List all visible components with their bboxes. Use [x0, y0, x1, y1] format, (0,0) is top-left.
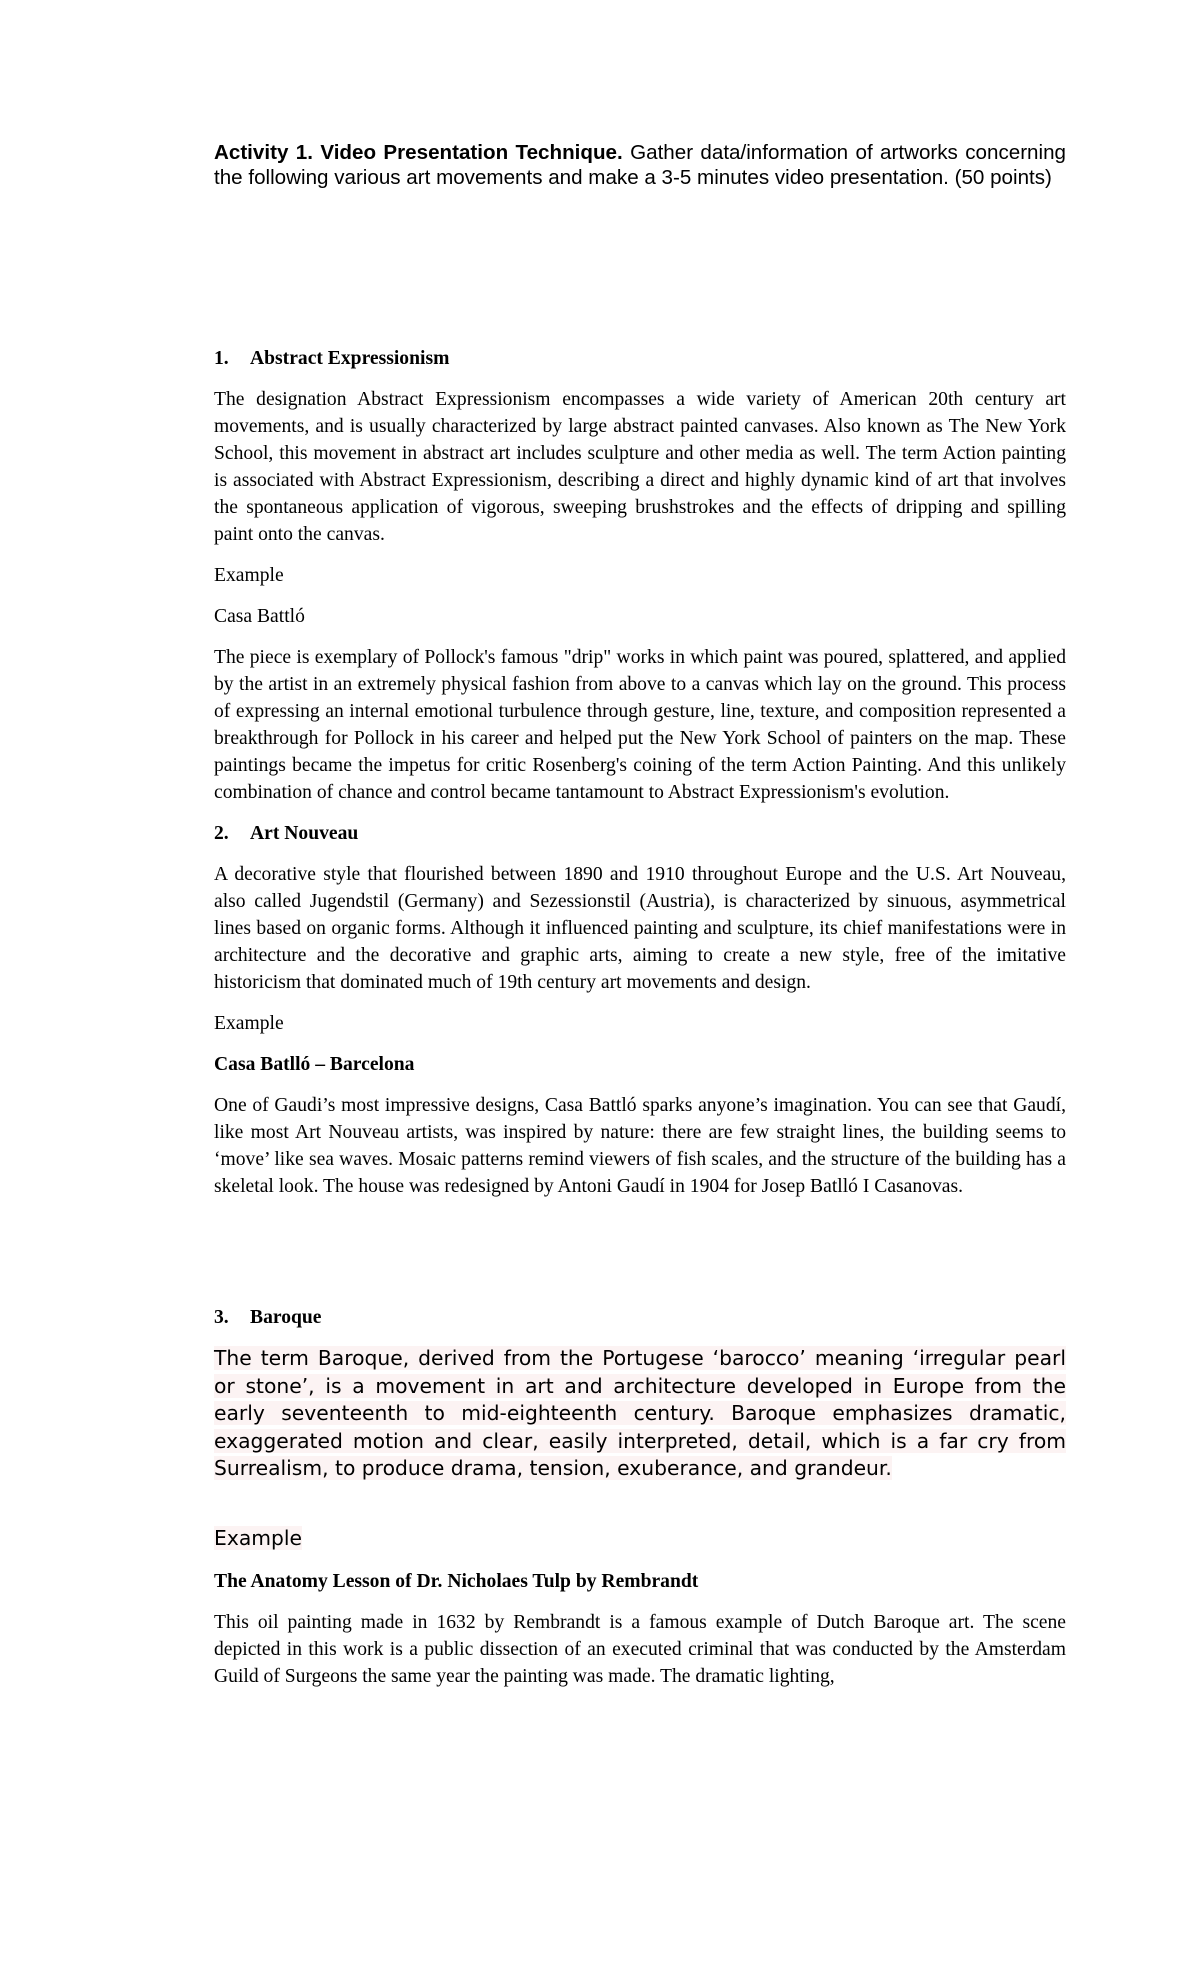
- example-title: Casa Batlló – Barcelona: [214, 1054, 415, 1075]
- document-body: [214, 345, 1066, 1704]
- example-paragraph: This oil painting made in 1632 by Rembrandt is a famous example of Dutch Baroque art. The scene depicted in this work is a public dissection of an executed criminal that was conducted by the Amsterdam Guild of Surgeons the same year the painting was made. The dramatic lighting,: [214, 1611, 1066, 1687]
- section-title: Abstract Expressionism: [250, 348, 450, 369]
- example-label: Example: [214, 565, 284, 586]
- example-paragraph: The piece is exemplary of Pollock's famous "drip" works in which paint was poured, splattered, and applied by the artist in an extremely physical fashion from above to a canvas which lay on the ground. This process of expressing an internal emotional turbulence through gesture, line, texture, and composition represented a breakthrough for Pollock in his career and helped put the New York School of painters on the map. These paintings became the impetus for critic Rosenberg's coining of the term Action Painting. And this unlikely combination of chance and control became tantamount to Abstract Expressionism's evolution.: [214, 647, 1066, 803]
- example-label: Example: [214, 1013, 284, 1034]
- section-heading-art-nouveau: [214, 820, 1066, 847]
- section-number: 2.: [214, 823, 229, 844]
- example-title: The Anatomy Lesson of Dr. Nicholaes Tulp by Rembrandt: [214, 1570, 699, 1592]
- section-paragraph: A decorative style that flourished between 1890 and 1910 throughout Europe and the U.S. Art Nouveau, also called Jugendstil (Germany) and Sezessionstil (Austria), is characterized by sinuous, asymmetrical lines based on organic forms. Although it influenced painting and sculpture, its chief manifestations were in architecture and the decorative and graphic arts, aiming to create a new style, free of the imitative historicism that dominated much of 19th century art movements and design.: [214, 864, 1066, 993]
- highlighted-text: The term Baroque, derived from the Portugese ‘barocco’ meaning ‘irregular pearl or stone’, is a movement in art and architecture developed in Europe from the early seventeenth to mid-eighteenth century. Baroque emphasizes dramatic, exaggerated motion and clear, easily interpreted, detail, which is a far cry from Surrealism, to produce drama, tension, exuberance, and grandeur.: [214, 1346, 1066, 1480]
- example-paragraph: One of Gaudi’s most impressive designs, Casa Battló sparks anyone’s imagination. You can see that Gaudí, like most Art Nouveau artists, was inspired by nature: there are few straight lines, the building seems to ‘move’ like sea waves. Mosaic patterns remind viewers of fish scales, and the structure of the building has a skeletal look. The house was redesigned by Antoni Gaudí in 1904 for Josep Batlló I Casanovas.: [214, 1095, 1066, 1197]
- section-paragraph: The designation Abstract Expressionism encompasses a wide variety of American 20th century art movements, and is usually characterized by large abstract painted canvases. Also known as The New York School, this movement in abstract art includes sculpture and other media as well. The term Action painting is associated with Abstract Expressionism, describing a direct and highly dynamic kind of art that involves the spontaneous application of vigorous, sweeping brushstrokes and the effects of dripping and spilling paint onto the canvas.: [214, 389, 1066, 545]
- example-title: Casa Battló: [214, 606, 305, 627]
- example-label: [214, 1525, 1066, 1552]
- activity-title: Activity 1. Video Presentation Technique.: [214, 141, 623, 164]
- section-title: Baroque: [250, 1307, 322, 1328]
- section-heading-abstract-expressionism: [214, 345, 1066, 372]
- example-label-text: Example: [214, 1525, 302, 1550]
- section-number: 3.: [214, 1307, 229, 1328]
- section-paragraph-highlighted: [214, 1345, 1066, 1483]
- activity-instructions: [214, 140, 1066, 190]
- section-heading-baroque: [214, 1304, 1066, 1331]
- activity-text: Gather data/information of artworks concerning the following various art movements and make a 3-5 minutes video presentation. (50 points): [214, 141, 1066, 189]
- section-title: Art Nouveau: [250, 823, 359, 844]
- vertical-spacer: [214, 1214, 1066, 1304]
- section-number: 1.: [214, 348, 229, 369]
